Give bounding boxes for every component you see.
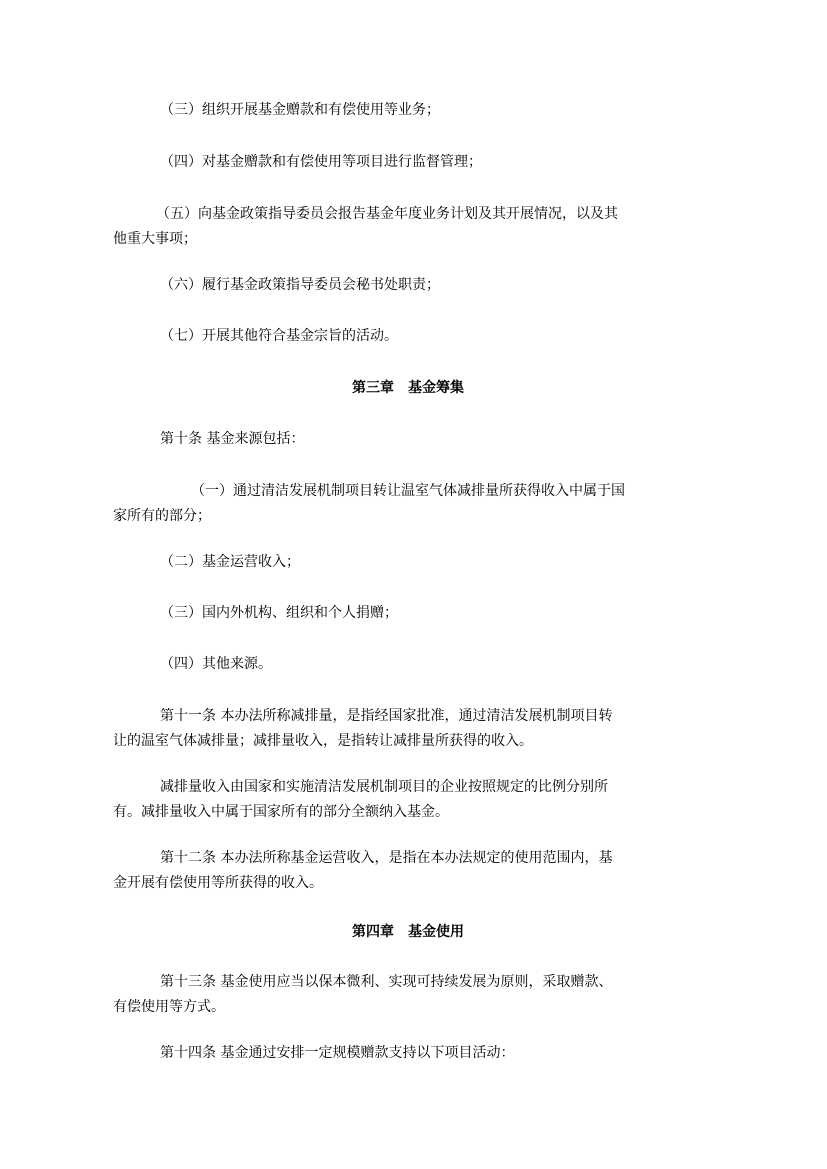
- text-line: 金开展有偿使用等所获得的收入。: [113, 875, 323, 891]
- text-line: 家所有的部分；: [113, 508, 211, 524]
- text-line: 让的温室气体减排量；减排量收入，是指转让减排量所获得的收入。: [113, 733, 533, 749]
- source-item-4: [113, 652, 703, 677]
- text-line: 第十二条 本办法所称基金运营收入，是指在本办法规定的使用范围内，基: [160, 850, 613, 866]
- text-line: 他重大事项；: [113, 231, 197, 247]
- text-line: 第十三条 基金使用应当以保本微利、实现可持续发展为原则，采取赠款、: [160, 974, 613, 990]
- text-line: （五）向基金政策指导委员会报告基金年度业务计划及其开展情况，以及其: [156, 206, 618, 222]
- paragraph-item-4: [113, 150, 703, 175]
- text-line: 减排量收入由国家和实施清洁发展机制项目的企业按照规定的比例分别所: [160, 779, 608, 795]
- paragraph-item-5: [113, 202, 703, 252]
- source-item-3: [113, 601, 703, 626]
- text-line: 第十条 基金来源包括：: [160, 431, 305, 447]
- chapter-heading: 第三章 基金筹集: [352, 380, 464, 396]
- article-10: [113, 427, 703, 452]
- paragraph-item-3: [113, 98, 703, 123]
- text-line: （四）其他来源。: [160, 656, 272, 672]
- article-11-paragraph-2: [113, 775, 703, 825]
- chapter-heading: 第四章 基金使用: [352, 924, 464, 940]
- text-line: （七）开展其他符合基金宗旨的活动。: [160, 328, 398, 344]
- text-line: 有。减排量收入中属于国家所有的部分全额纳入基金。: [113, 804, 449, 820]
- text-line: （一）通过清洁发展机制项目转让温室气体减排量所获得收入中属于国: [191, 483, 625, 499]
- text-line: （二）基金运营收入；: [160, 554, 300, 570]
- article-12: [113, 846, 703, 896]
- text-line: 第十四条 基金通过安排一定规模赠款支持以下项目活动：: [160, 1045, 515, 1061]
- text-line: （三）国内外机构、组织和个人捐赠；: [160, 605, 398, 621]
- article-13: [113, 970, 703, 1020]
- source-item-1: [113, 479, 703, 529]
- text-line: （四）对基金赠款和有偿使用等项目进行监督管理；: [160, 154, 482, 170]
- article-14: [113, 1041, 703, 1066]
- source-item-2: [113, 550, 703, 575]
- paragraph-item-7: [113, 324, 703, 349]
- text-line: 有偿使用等方式。: [113, 999, 225, 1015]
- paragraph-item-6: [113, 273, 703, 298]
- article-11: [113, 704, 703, 754]
- text-line: 第十一条 本办法所称减排量，是指经国家批准，通过清洁发展机制项目转: [160, 708, 613, 724]
- text-line: （六）履行基金政策指导委员会秘书处职责；: [160, 277, 440, 293]
- text-line: （三）组织开展基金赠款和有偿使用等业务；: [160, 102, 440, 118]
